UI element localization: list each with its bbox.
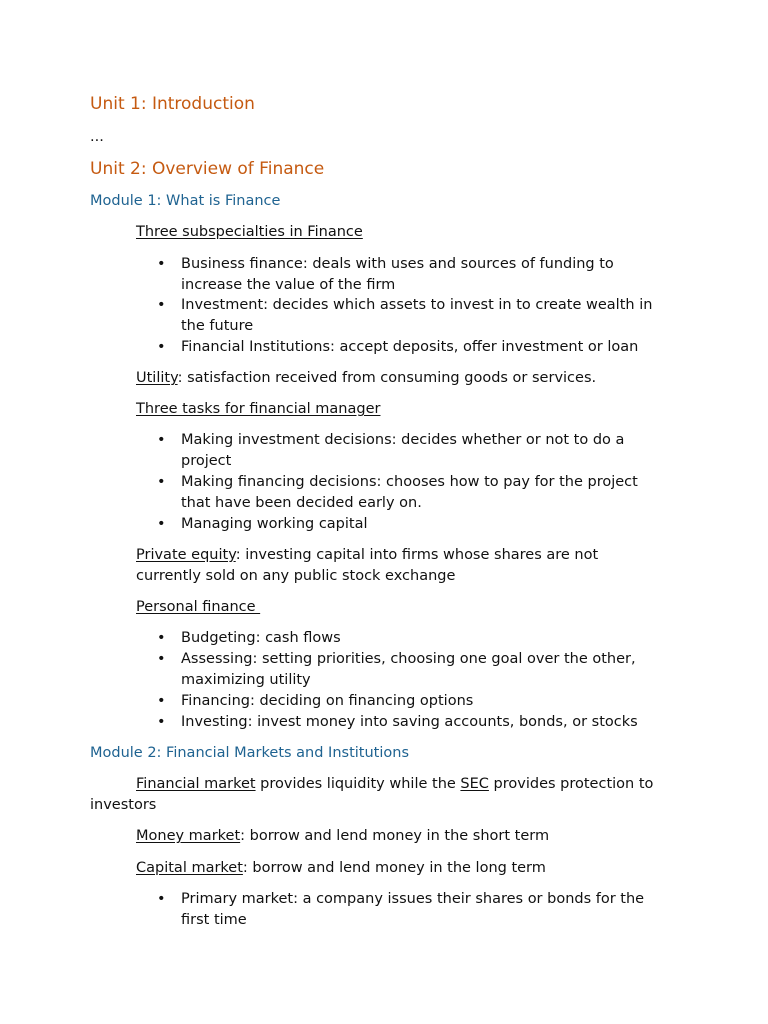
financial-market-continuation: investors (90, 797, 157, 813)
bullet-dot: • (157, 891, 166, 907)
capital-market-definition: Capital market: borrow and lend money in the long term (136, 860, 546, 876)
list-item: Making financing decisions: chooses how to pay for the project that have been decided early on. (181, 474, 638, 511)
ellipsis-text: ... (90, 129, 104, 145)
list-item: Managing working capital (181, 516, 368, 532)
private-equity-term: Private equity (136, 547, 236, 563)
bullet-dot: • (157, 651, 166, 667)
list-item: Business finance: deals with uses and sources of funding to increase the value of the firm (181, 256, 614, 293)
bullet-dot: • (157, 432, 166, 448)
money-market-term: Money market (136, 828, 241, 844)
financial-market-definition: Financial market provides liquidity while the SEC provides protection to (136, 776, 654, 792)
bullet-dot: • (157, 256, 166, 272)
utility-term: Utility (136, 370, 178, 386)
bullet-dot: • (157, 339, 166, 355)
list-item: Making investment decisions: decides whether or not to do a project (181, 432, 625, 469)
unit1-heading: Unit 1: Introduction (90, 94, 255, 114)
subspecialties-heading: Three subspecialties in Finance (136, 224, 363, 240)
bullet-dot: • (157, 630, 166, 646)
module1-heading: Module 1: What is Finance (90, 193, 281, 209)
list-item: Primary market: a company issues their shares or bonds for the first time (181, 891, 645, 928)
private-equity-definition: Private equity: investing capital into firms whose shares are not currently sold on any public stock exchange (136, 547, 599, 584)
list-item: Budgeting: cash flows (181, 630, 341, 646)
bullet-dot: • (157, 714, 166, 730)
financial-market-term: Financial market (136, 776, 256, 792)
list-item: Financing: deciding on financing options (181, 693, 474, 709)
sec-term: SEC (460, 776, 489, 792)
list-item: Assessing: setting priorities, choosing one goal over the other, maximizing utility (181, 651, 636, 688)
personal-finance-heading: Personal finance (136, 599, 261, 615)
bullet-dot: • (157, 693, 166, 709)
unit2-heading: Unit 2: Overview of Finance (90, 159, 325, 179)
utility-definition: Utility: satisfaction received from consuming goods or services. (136, 370, 597, 386)
money-market-definition: Money market: borrow and lend money in the short term (136, 828, 550, 844)
bullet-dot: • (157, 297, 166, 313)
list-item: Investing: invest money into saving accounts, bonds, or stocks (181, 714, 638, 730)
tasks-heading: Three tasks for financial manager (136, 401, 381, 417)
capital-market-term: Capital market (136, 860, 243, 876)
bullet-dot: • (157, 516, 166, 532)
bullet-dot: • (157, 474, 166, 490)
list-item: Investment: decides which assets to invest in to create wealth in the future (181, 297, 653, 334)
module2-heading: Module 2: Financial Markets and Institutions (90, 745, 409, 761)
list-item: Financial Institutions: accept deposits, offer investment or loan (181, 339, 639, 355)
